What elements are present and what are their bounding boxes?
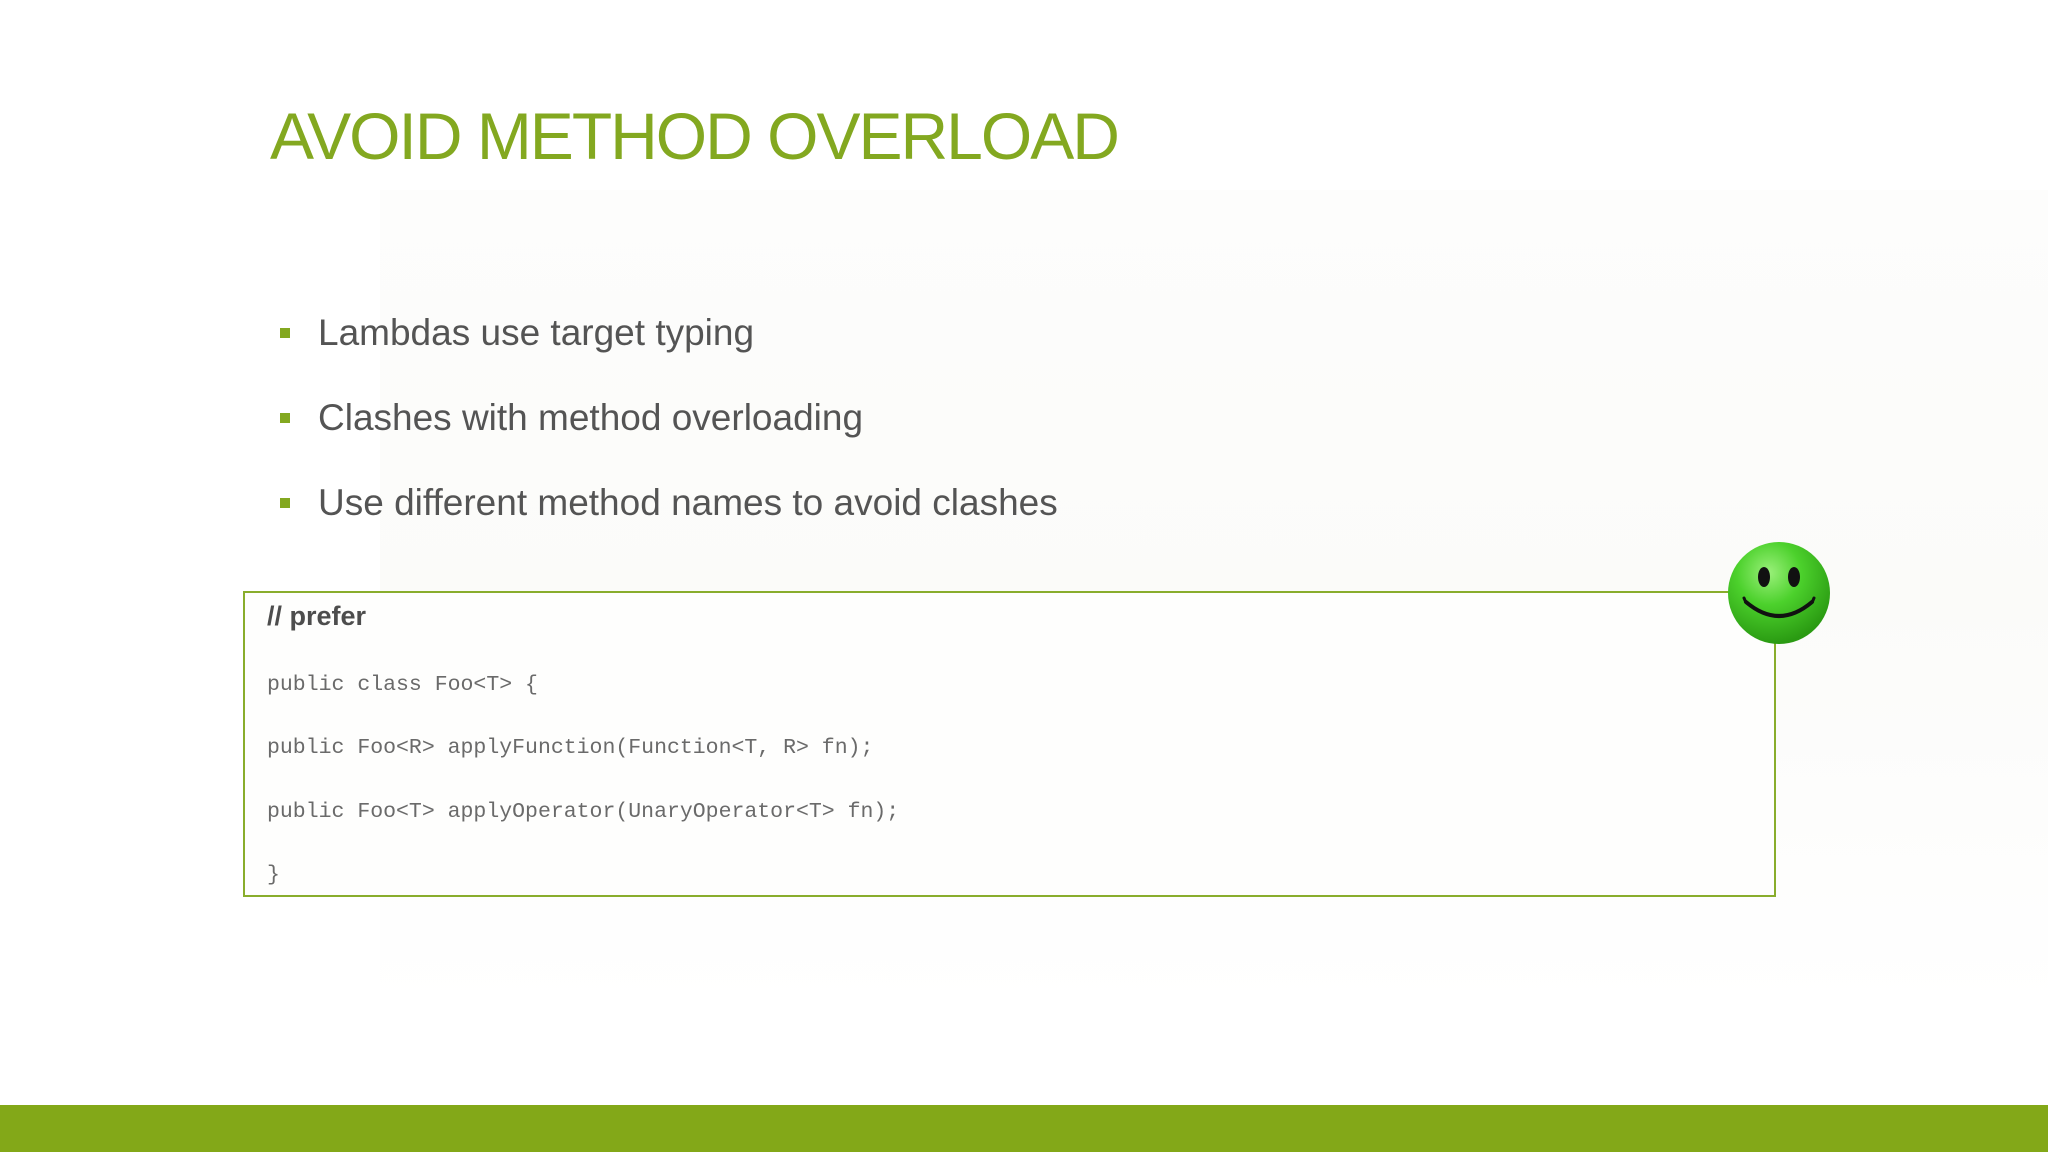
- bullet-item: [280, 375, 1058, 460]
- smiley-face-icon: [1726, 540, 1832, 646]
- code-line: public Foo<T> applyOperator(UnaryOperator<T> fn);: [267, 800, 900, 824]
- code-line: public Foo<R> applyFunction(Function<T, R> fn);: [267, 736, 874, 760]
- code-line: public class Foo<T> {: [267, 673, 538, 697]
- bullet-item: [280, 460, 1058, 545]
- bullet-text: Clashes with method overloading: [318, 396, 864, 438]
- bullet-text: Lambdas use target typing: [318, 311, 755, 353]
- bullet-item: [280, 290, 1058, 375]
- slide-title: AVOID METHOD OVERLOAD: [270, 99, 1118, 173]
- bullet-square-icon: [280, 328, 290, 338]
- bullet-square-icon: [280, 413, 290, 423]
- code-comment: // prefer: [267, 601, 367, 631]
- code-box: [243, 591, 1776, 897]
- bullet-list: [280, 290, 1058, 545]
- footer-bar: [0, 1105, 2048, 1152]
- bullet-square-icon: [280, 498, 290, 508]
- bullet-text: Use different method names to avoid clashes: [318, 481, 1058, 523]
- code-line: }: [267, 863, 280, 887]
